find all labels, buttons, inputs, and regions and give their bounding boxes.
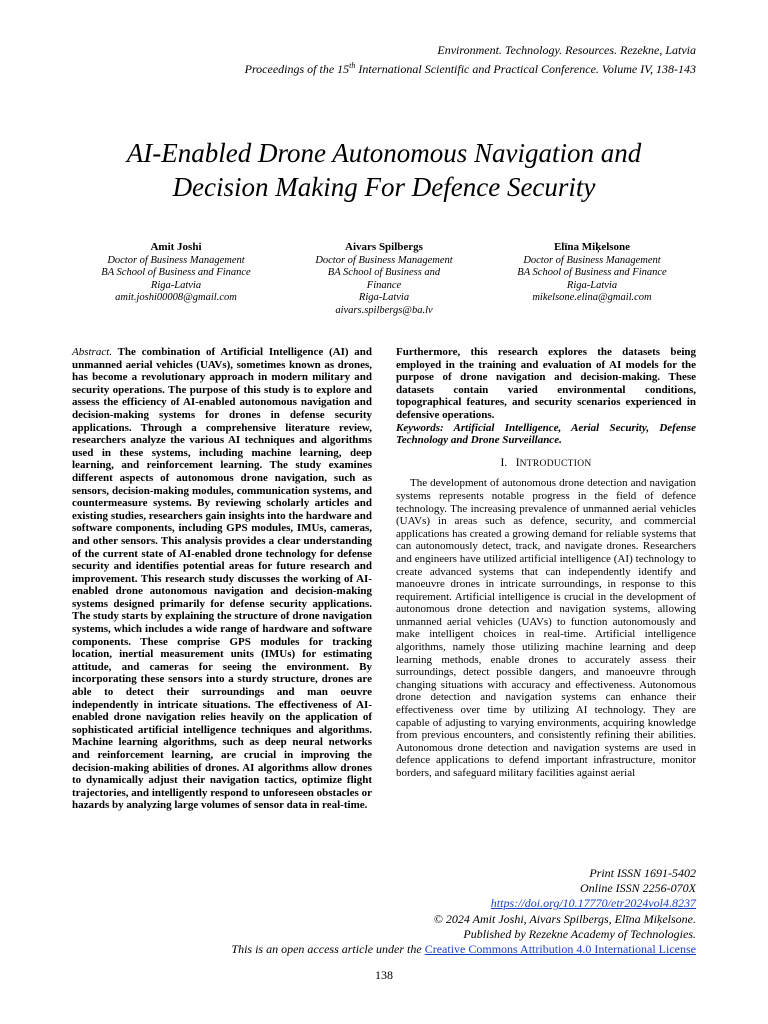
author-1 [72, 241, 280, 318]
author-affiliation: BA School of Business and [327, 267, 441, 279]
author-name: Aivars Spilbergs [345, 241, 423, 253]
author-2 [280, 241, 488, 318]
license-line: This is an open access article under the Creative Commons Attribution 4.0 International License [231, 942, 696, 957]
publication-footer [231, 866, 696, 957]
author-block [72, 241, 696, 318]
proceedings-line: Proceedings of the 15th International Scientific and Practical Conference. Volume IV, 138-143 [244, 61, 696, 76]
author-3 [488, 241, 696, 318]
author-degree: Doctor of Business Management [107, 254, 245, 266]
keywords-text: Artificial Intelligence, Aerial Security, Defense Technology and Drone Surveillance. [396, 421, 696, 447]
section-heading-introduction: I. INTRODUCTION [500, 456, 592, 469]
right-column [396, 346, 696, 780]
author-email[interactable]: amit.joshi00008@gmail.com [115, 292, 237, 304]
publisher-line: Published by Rezekne Academy of Technologies. [463, 926, 696, 941]
abstract-paragraph [72, 346, 372, 812]
author-name: Amit Joshi [150, 241, 202, 253]
online-issn: Online ISSN 2256-070X [580, 881, 696, 896]
author-affiliation: BA School of Business and Finance [101, 267, 251, 279]
page-number: 138 [375, 968, 393, 982]
author-location: Riga-Latvia [358, 292, 410, 304]
author-location: Riga-Latvia [150, 279, 202, 291]
keywords-paragraph [396, 422, 696, 447]
author-name: Elīna Miķelsone [553, 241, 631, 253]
license-link[interactable]: Creative Commons Attribution 4.0 International License [424, 942, 696, 957]
journal-header [245, 42, 696, 77]
author-degree: Doctor of Business Management [523, 254, 661, 266]
title-line-2: Decision Making For Defence Security [172, 172, 596, 202]
author-location: Riga-Latvia [566, 279, 618, 291]
introduction-text: The development of autonomous drone detection and navigation systems represents notable progress in the field of defence technology. The increasing prevalence of unmanned aerial vehicles (UAVs) in areas such as defence, security, and commercial applications has created a growing demand for reliable systems that can autonomously detect, track, and navigate drones. Researchers and engineers have utilized artificial intelligence (AI) technology to create advanced systems that can independently identify and manoeuvre drones in intricate surroundings, in response to this requirement. Artificial intelligence is crucial in the development of autonomous drone detection and navigation systems, allowing unmanned aerial vehicles (UAVs) to function autonomously and make intelligent choices in real-time. Artificial intelligence algorithms, namely those utilizing machine learning and deep learning methods, enable drones to accurately assess their surroundings, detect possible dangers, and manoeuvre through changing situations with accuracy and effectiveness. Autonomous drone detection and navigation systems can enhance their effectiveness over time by utilizing AI technology. They are capable of adjusting to varying environments, acquiring knowledge from previous encounters, and consistently refining their abilities. Autonomous drone detection and navigation systems are used in defence applications to defend important infrastructure, monitor borders, and safeguard military facilities against aerial [396, 477, 696, 779]
doi-link[interactable]: https://doi.org/10.17770/etr2024vol4.8237 [490, 896, 696, 911]
title-line-1: AI-Enabled Drone Autonomous Navigation and [126, 138, 642, 168]
author-affiliation: BA School of Business and Finance [517, 267, 667, 279]
print-issn: Print ISSN 1691-5402 [589, 866, 696, 880]
paper-title [40, 136, 728, 204]
copyright-line: © 2024 Amit Joshi, Aivars Spilbergs, Elīna Miķelsone. [433, 911, 696, 926]
abstract-text: The combination of Artificial Intelligence (AI) and unmanned aerial vehicles (UAVs), sometimes known as drones, has become a revolutionary approach in modern military and security operations. The purpose of this study is to explore and assess the efficiency of AI-enabled autonomous navigation and decision-making systems for drones in defense security applications. Through a comprehensive literature review, researchers analyze the various AI techniques and algorithms used in these systems, including machine learning, deep learning, and reinforcement learning. The study examines different aspects of autonomous drone navigation, such as sensors, decision-making modules, communication systems, and countermeasure systems. By reviewing scholarly articles and existing studies, researchers gain insights into the hardware and software components, including GPS modules, IMUs, cameras, and other sensors. This analysis provides a clear understanding of the current state of AI-enabled drone technology for defense security and identifies potential areas for future research and improvement. This research study discusses the working of AI-enabled drone autonomous navigation and decision-making systems designed primarily for defense security applications. The study starts by explaining the structure of drone navigation systems, which includes a wide range of hardware and software components. These comprise GPS modules for tracking location, inertial measurement units (IMUs) for estimating attitude, and cameras for seeing the environment. By incorporating these sensors into a sturdy structure, drones are able to detect their surroundings and man oeuvre independently in intricate situations. The effectiveness of AI-enabled drone navigation relies heavily on the application of sophisticated artificial intelligence techniques and algorithms. Machine learning algorithms, such as deep neural networks and reinforcement learning, are crucial in improving the decision-making abilities of drones. AI algorithms allow drones to dynamically adjust their navigation tactics, optimize flight trajectories, and intelligently respond to unforeseen obstacles or hazards by analyzing large volumes of sensor data in real-time. [72, 346, 372, 812]
journal-name-line: Environment. Technology. Resources. Rezekne, Latvia [437, 43, 696, 57]
author-email[interactable]: aivars.spilbergs@ba.lv [335, 304, 433, 316]
author-affiliation-cont: Finance [366, 279, 402, 291]
abstract-label: Abstract. [72, 346, 113, 358]
author-degree: Doctor of Business Management [315, 254, 453, 266]
author-email[interactable]: mikelsone.elina@gmail.com [532, 292, 652, 304]
left-column [72, 346, 372, 812]
keywords-label: Keywords: [396, 421, 444, 434]
abstract-continuation: Furthermore, this research explores the datasets being employed in the training and evaluation of AI models for the purpose of drone navigation and decision-making. These datasets contain varied environmental conditions, topographical features, and security scenarios experienced in defensive operations. [396, 346, 696, 421]
